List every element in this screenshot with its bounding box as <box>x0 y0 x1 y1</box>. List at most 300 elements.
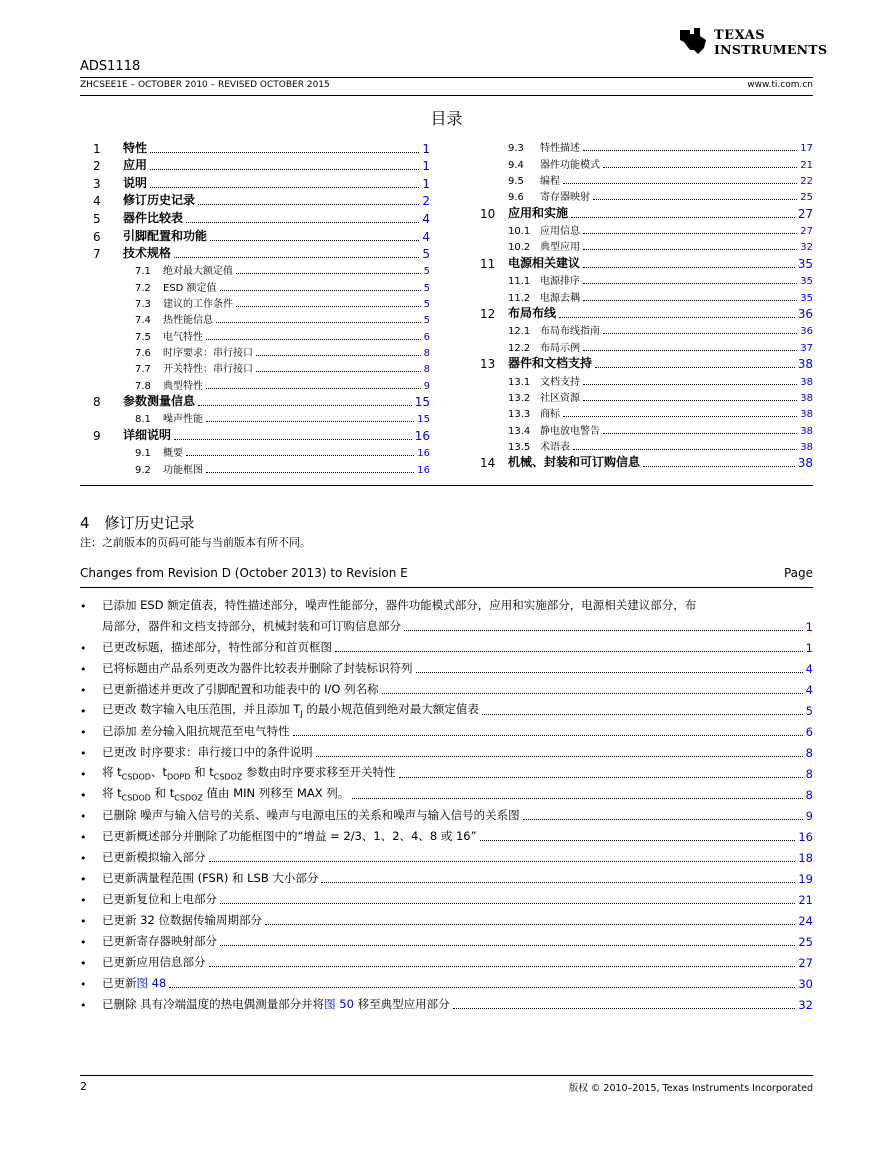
toc-entry-label: 特性 <box>123 140 148 155</box>
change-text: 将 t <box>102 764 122 779</box>
toc-entry-number: 13 <box>480 357 496 372</box>
leader-dots <box>382 693 803 694</box>
toc-entry-number: 7.1 <box>135 266 151 278</box>
toc-entry-9-1[interactable] <box>93 443 430 459</box>
toc-entry-number: 7.7 <box>135 364 151 376</box>
change-text: 移至典型应用部分 <box>353 997 450 1011</box>
toc-entry-label: 布局布线 <box>508 306 557 321</box>
header-rule-2 <box>80 95 813 96</box>
toc-entry-1[interactable] <box>93 138 430 156</box>
section-heading <box>80 512 194 533</box>
toc-entry-13-4[interactable] <box>480 420 813 436</box>
toc-leader-dots <box>603 167 797 168</box>
toc-leader-dots <box>150 169 419 170</box>
leader-dots <box>220 945 795 946</box>
toc-entry-number: 7.3 <box>135 299 151 311</box>
toc-entry-11[interactable] <box>480 253 813 271</box>
change-text: 已更改 数字输入电压范围，并且添加 T <box>102 701 301 716</box>
toc-entry-page[interactable]: 38 <box>797 357 813 372</box>
toc-entry-9-3[interactable] <box>480 138 813 154</box>
bullet: • <box>80 600 87 613</box>
toc-leader-dots <box>206 421 414 422</box>
toc-entry-label: 热性能信息 <box>163 315 213 327</box>
change-text: 值由 MIN 列移至 MAX 列。 <box>202 785 350 800</box>
toc-leader-dots <box>256 371 421 372</box>
toc-entry-label: 电源排序 <box>540 276 580 288</box>
toc-entry-7-1[interactable] <box>93 261 430 277</box>
change-description <box>102 764 396 781</box>
change-item <box>80 991 813 1012</box>
bullet: • <box>80 852 87 865</box>
toc-title: 目录 <box>430 109 463 128</box>
toc-entry-page[interactable]: 35 <box>797 256 813 271</box>
change-item <box>80 655 813 676</box>
toc-entry-page[interactable]: 32 <box>800 242 813 254</box>
logo-text-texas: TEXAS <box>714 28 766 43</box>
change-item <box>80 802 813 823</box>
toc-entry-page[interactable]: 2 <box>422 194 430 209</box>
toc-entry-7-4[interactable] <box>93 310 430 326</box>
toc-entry-page[interactable]: 21 <box>800 159 813 171</box>
toc-entry-page[interactable]: 15 <box>417 414 430 426</box>
toc-leader-dots <box>206 339 421 340</box>
toc-entry-page[interactable]: 38 <box>797 456 813 471</box>
website: www.ti.com.cn <box>747 80 813 90</box>
toc-leader-dots <box>150 187 419 188</box>
toc-entry-number: 13.1 <box>508 376 531 388</box>
toc-leader-dots <box>220 290 421 291</box>
toc-entry-page[interactable]: 16 <box>414 429 430 444</box>
change-description <box>102 660 413 676</box>
toc-entry-14[interactable] <box>480 453 813 471</box>
toc-entry-page[interactable]: 5 <box>423 315 430 327</box>
toc-entry-number: 7.4 <box>135 315 151 327</box>
toc-entry-number: 7 <box>93 247 101 262</box>
footer-copyright: 版权 © 2010–2015, Texas Instruments Incorporated <box>568 1083 813 1094</box>
toc-entry-10[interactable] <box>480 203 813 221</box>
change-text: 已更改标题，描述部分，特性部分和首页框图 <box>102 640 332 654</box>
change-description <box>102 975 166 991</box>
toc-entry-number: 13.3 <box>508 409 531 421</box>
change-item-continued <box>80 613 813 634</box>
toc-leader-dots <box>198 405 412 406</box>
toc-entry-label: 概要 <box>163 448 183 460</box>
leader-dots <box>321 882 795 883</box>
change-text: 已删除 具有冷端温度的热电偶测量部分并将 <box>102 997 325 1011</box>
bullet: • <box>80 957 87 970</box>
toc-entry-number: 2 <box>93 159 101 174</box>
toc-entry-number: 1 <box>93 141 101 156</box>
leader-dots <box>352 798 802 799</box>
toc-entry-label: 器件和文档支持 <box>508 356 593 371</box>
bullet: • <box>80 642 87 655</box>
toc-leader-dots <box>256 355 421 356</box>
change-description <box>102 891 217 907</box>
toc-entry-11-1[interactable] <box>480 271 813 287</box>
change-text: 已更新复位和上电部分 <box>102 892 217 906</box>
toc-entry-number: 10.1 <box>508 226 531 238</box>
toc-entry-13-1[interactable] <box>480 371 813 387</box>
subscript: CSDOD <box>121 772 151 781</box>
revision-note: 注：之前版本的页码可能与当前版本有所不同。 <box>80 536 311 549</box>
leader-dots <box>399 777 803 778</box>
change-item <box>80 823 813 844</box>
leader-dots <box>453 1008 796 1009</box>
toc-entry-label: 商标 <box>540 409 560 421</box>
changes-heading: Changes from Revision D (October 2013) to Revision E <box>80 566 408 580</box>
change-description <box>102 954 206 970</box>
toc-bottom-rule <box>80 485 813 486</box>
change-text: 已添加 差分输入阻抗规范至电气特性 <box>102 724 290 738</box>
toc-entry-label: 噪声性能 <box>163 414 203 426</box>
toc-leader-dots <box>583 249 797 250</box>
toc-entry-9-6[interactable] <box>480 187 813 203</box>
toc-leader-dots <box>210 240 419 241</box>
subscript: CSDOD <box>121 793 151 802</box>
toc-entry-label: 布局布线指南 <box>540 326 600 338</box>
subscript: DOPD <box>166 772 191 781</box>
toc-entry-page[interactable]: 37 <box>800 342 813 354</box>
toc-entry-page[interactable]: 8 <box>423 347 430 359</box>
toc-entry-number: 11 <box>480 256 496 271</box>
change-description <box>102 807 520 823</box>
doc-id: ADS1118 <box>80 59 141 74</box>
toc-entry-label: 绝对最大额定值 <box>163 266 233 278</box>
change-item <box>80 634 813 655</box>
toc-leader-dots <box>583 300 797 301</box>
toc-leader-dots <box>643 466 795 467</box>
toc-entry-page[interactable]: 38 <box>800 409 813 421</box>
toc-entry-number: 10 <box>480 206 496 221</box>
subscript: J <box>300 709 303 718</box>
toc-entry-number: 12 <box>480 307 496 322</box>
toc-entry-number: 6 <box>93 229 101 244</box>
toc-entry-label: 文档支持 <box>540 376 580 388</box>
change-text: 已更新寄存器映射部分 <box>102 934 217 948</box>
change-text: 已删除 噪声与输入信号的关系、噪声与电源电压的关系和噪声与输入信号的关系图 <box>102 808 520 822</box>
toc-entry-10-2[interactable] <box>480 237 813 253</box>
change-item <box>80 970 813 991</box>
change-item <box>80 949 813 970</box>
change-description <box>102 828 477 844</box>
subscript: CSDOZ <box>213 772 243 781</box>
subscript: CSDOZ <box>174 793 203 802</box>
logo-text-instruments: INSTRUMENTS <box>714 42 828 57</box>
toc-entry-number: 7.6 <box>135 347 151 359</box>
revision-line: ZHCSEE1E – OCTOBER 2010 – REVISED OCTOBER 2015 <box>80 80 330 90</box>
toc-entry-4[interactable] <box>93 191 430 209</box>
bullet: • <box>80 873 87 886</box>
toc-entry-label: ESD 额定值 <box>163 282 217 294</box>
change-description <box>102 849 206 865</box>
toc-entry-number: 9 <box>93 429 101 444</box>
toc-entry-page[interactable]: 5 <box>422 247 430 262</box>
leader-dots <box>480 840 796 841</box>
bullet: • <box>80 789 87 802</box>
change-item <box>80 739 813 760</box>
bullet: • <box>80 705 87 718</box>
toc-entry-8-1[interactable] <box>93 409 430 425</box>
toc-entry-page[interactable]: 5 <box>423 282 430 294</box>
toc-entry-label: 典型特性 <box>163 380 203 392</box>
toc-entry-page[interactable]: 16 <box>417 464 430 476</box>
toc-entry-page[interactable]: 5 <box>423 266 430 278</box>
toc-leader-dots <box>186 455 414 456</box>
leader-dots <box>416 672 803 673</box>
toc-entry-number: 9.5 <box>508 175 524 187</box>
toc-entry-label: 应用 <box>123 158 148 173</box>
toc-entry-number: 9.3 <box>508 143 524 155</box>
change-page[interactable]: 18 <box>798 851 813 865</box>
change-page[interactable]: 8 <box>805 788 813 802</box>
toc-entry-number: 3 <box>93 176 101 191</box>
toc-entry-number: 9.1 <box>135 448 151 460</box>
toc-entry-page[interactable]: 22 <box>800 175 813 187</box>
change-text: 的最小规范值到绝对最大额定值表 <box>302 701 479 716</box>
toc-leader-dots <box>559 317 795 318</box>
toc-entry-7-5[interactable] <box>93 326 430 342</box>
toc-entry-12[interactable] <box>480 304 813 322</box>
toc-leader-dots <box>563 183 797 184</box>
toc-entry-9-5[interactable] <box>480 171 813 187</box>
toc-entry-page[interactable]: 17 <box>800 143 813 155</box>
change-item <box>80 676 813 697</box>
toc-entry-3[interactable] <box>93 173 430 191</box>
toc-entry-label: 器件功能模式 <box>540 159 600 171</box>
toc-leader-dots <box>573 449 797 450</box>
change-text: 参数由时序要求移至开关特性 <box>242 764 396 779</box>
change-item <box>80 592 813 613</box>
change-text: 已更新应用信息部分 <box>102 955 206 969</box>
toc-entry-page[interactable]: 38 <box>800 376 813 388</box>
toc-entry-page[interactable]: 1 <box>422 159 430 174</box>
figure-link[interactable]: 图 48 <box>136 976 167 990</box>
toc-entry-label: 应用信息 <box>540 226 580 238</box>
toc-entry-13-5[interactable] <box>480 437 813 453</box>
section-title: 修订历史记录 <box>104 514 195 532</box>
toc-entry-7-8[interactable] <box>93 375 430 391</box>
toc-entry-7-3[interactable] <box>93 294 430 310</box>
toc-entry-12-1[interactable] <box>480 321 813 337</box>
leader-dots <box>169 987 795 988</box>
toc-entry-13-2[interactable] <box>480 388 813 404</box>
change-item <box>80 844 813 865</box>
change-page[interactable]: 4 <box>805 662 813 676</box>
toc-entry-page[interactable]: 27 <box>797 206 813 221</box>
bullet: • <box>80 747 87 760</box>
toc-leader-dots <box>174 257 419 258</box>
toc-entry-label: 静电放电警告 <box>540 425 600 437</box>
section-number: 4 <box>80 514 90 532</box>
toc-entry-label: 术语表 <box>540 441 570 453</box>
change-text: 已更新满量程范围 (FSR) 和 LSB 大小部分 <box>102 871 319 885</box>
toc-entry-number: 11.1 <box>508 276 531 288</box>
change-page[interactable]: 21 <box>798 893 813 907</box>
toc-entry-page[interactable]: 38 <box>800 392 813 404</box>
change-page[interactable]: 27 <box>798 956 813 970</box>
change-item <box>80 718 813 739</box>
toc-entry-number: 7.8 <box>135 380 151 392</box>
change-description <box>102 785 349 802</box>
bullet: • <box>80 726 87 739</box>
bullet: • <box>80 810 87 823</box>
change-text: 、t <box>150 764 167 779</box>
leader-dots <box>523 819 803 820</box>
header-rule <box>80 77 813 78</box>
toc-entry-number: 8.1 <box>135 414 151 426</box>
toc-leader-dots <box>216 322 421 323</box>
toc-entry-page[interactable]: 6 <box>423 331 430 343</box>
change-page[interactable]: 6 <box>805 725 813 739</box>
toc-entry-number: 9.4 <box>508 159 524 171</box>
toc-entry-label: 布局示例 <box>540 342 580 354</box>
ti-logo-icon <box>678 26 710 56</box>
toc-entry-9[interactable] <box>93 425 430 443</box>
change-text: 已更改 时序要求：串行接口中的条件说明 <box>102 745 313 759</box>
toc-entry-number: 12.1 <box>508 326 531 338</box>
toc-leader-dots <box>571 217 795 218</box>
change-page[interactable]: 30 <box>798 977 813 991</box>
toc-entry-page[interactable]: 4 <box>422 229 430 244</box>
toc-entry-label: 参数测量信息 <box>123 394 196 409</box>
toc-entry-number: 9.2 <box>135 464 151 476</box>
toc-entry-13-3[interactable] <box>480 404 813 420</box>
change-description <box>102 723 290 739</box>
change-page[interactable]: 5 <box>805 704 813 718</box>
toc-entry-page[interactable]: 1 <box>422 141 430 156</box>
toc-entry-page[interactable]: 35 <box>800 276 813 288</box>
toc-entry-page[interactable]: 25 <box>800 192 813 204</box>
bullet: • <box>80 768 87 781</box>
toc-entry-8[interactable] <box>93 392 430 410</box>
toc-entry-page[interactable]: 8 <box>423 364 430 376</box>
toc-entry-number: 8 <box>93 395 101 410</box>
toc-entry-label: 应用和实施 <box>508 205 569 220</box>
toc-leader-dots <box>603 433 797 434</box>
toc-leader-dots <box>583 400 797 401</box>
change-item <box>80 697 813 718</box>
toc-entry-label: 引脚配置和功能 <box>123 228 208 243</box>
change-page[interactable]: 25 <box>798 935 813 949</box>
toc-entry-page[interactable]: 1 <box>422 176 430 191</box>
toc-entry-9-2[interactable] <box>93 459 430 475</box>
toc-entry-5[interactable] <box>93 208 430 226</box>
toc-entry-13[interactable] <box>480 354 813 372</box>
toc-entry-9-4[interactable] <box>480 154 813 170</box>
toc-left-column <box>93 138 430 476</box>
toc-entry-number: 13.2 <box>508 392 531 404</box>
toc-entry-label: 器件比较表 <box>123 210 184 225</box>
leader-dots <box>482 714 803 715</box>
figure-link[interactable]: 图 50 <box>324 997 354 1011</box>
toc-entry-label: 机械、封装和可订购信息 <box>508 455 641 470</box>
toc-leader-dots <box>583 150 797 151</box>
toc-entry-page[interactable]: 16 <box>417 448 430 460</box>
toc-entry-label: 电气特性 <box>163 331 203 343</box>
toc-leader-dots <box>186 222 419 223</box>
change-page[interactable]: 24 <box>798 914 813 928</box>
bullet: • <box>80 894 87 907</box>
change-page[interactable]: 19 <box>798 872 813 886</box>
toc-entry-7-7[interactable] <box>93 359 430 375</box>
change-description <box>102 639 332 655</box>
bullet: • <box>80 663 87 676</box>
toc-entry-2[interactable] <box>93 156 430 174</box>
change-page[interactable]: 32 <box>798 998 813 1012</box>
toc-entry-page[interactable]: 5 <box>423 299 430 311</box>
toc-entry-12-2[interactable] <box>480 337 813 353</box>
toc-entry-page[interactable]: 38 <box>800 441 813 453</box>
toc-entry-page[interactable]: 38 <box>800 425 813 437</box>
change-page[interactable]: 9 <box>805 809 813 823</box>
toc-leader-dots <box>583 283 797 284</box>
bullet: • <box>80 915 87 928</box>
toc-entry-label: 说明 <box>123 175 148 190</box>
leader-dots <box>220 903 795 904</box>
toc-leader-dots <box>593 199 797 200</box>
toc-entry-page[interactable]: 36 <box>800 326 813 338</box>
change-text: 已更新 32 位数据传输周期部分 <box>102 913 262 927</box>
leader-dots <box>316 756 803 757</box>
change-text: 将 t <box>102 785 122 800</box>
change-item <box>80 865 813 886</box>
toc-leader-dots <box>583 384 797 385</box>
bullet: • <box>80 831 87 844</box>
change-text: 已更新模拟输入部分 <box>102 850 206 864</box>
toc-entry-page[interactable]: 4 <box>422 211 430 226</box>
change-page[interactable]: 1 <box>805 641 813 655</box>
toc-entry-7-2[interactable] <box>93 277 430 293</box>
footer-page-number: 2 <box>80 1080 87 1093</box>
change-page[interactable]: 4 <box>805 683 813 697</box>
change-page[interactable]: 16 <box>798 830 813 844</box>
toc-entry-10-1[interactable] <box>480 221 813 237</box>
bullet: • <box>80 684 87 697</box>
toc-entry-page[interactable]: 9 <box>423 380 430 392</box>
change-description <box>102 681 379 697</box>
toc-leader-dots <box>206 472 414 473</box>
bullet: • <box>80 978 87 991</box>
change-description <box>102 744 313 760</box>
toc-entry-number: 14 <box>480 456 496 471</box>
toc-entry-label: 社区资源 <box>540 392 580 404</box>
toc-entry-page[interactable]: 27 <box>800 226 813 238</box>
toc-entry-page[interactable]: 15 <box>414 395 430 410</box>
toc-entry-label: 详细说明 <box>123 428 172 443</box>
change-page[interactable]: 1 <box>805 620 813 634</box>
toc-entry-label: 编程 <box>540 175 560 187</box>
bullet: • <box>80 936 87 949</box>
change-description <box>102 912 262 928</box>
page-heading: Page <box>783 566 813 580</box>
change-text: 局部分，器件和文档支持部分，机械封装和可订购信息部分 <box>102 619 401 633</box>
change-description <box>102 701 479 718</box>
toc-entry-number: 4 <box>93 194 101 209</box>
toc-entry-11-2[interactable] <box>480 287 813 303</box>
toc-entry-page[interactable]: 36 <box>797 307 813 322</box>
toc-entry-7[interactable] <box>93 244 430 262</box>
change-page[interactable]: 8 <box>805 746 813 760</box>
change-text: 和 t <box>190 764 214 779</box>
change-description <box>102 870 318 886</box>
toc-leader-dots <box>583 350 797 351</box>
change-page[interactable]: 8 <box>805 767 813 781</box>
toc-entry-6[interactable] <box>93 226 430 244</box>
toc-entry-7-6[interactable] <box>93 343 430 359</box>
toc-leader-dots <box>236 273 421 274</box>
toc-entry-page[interactable]: 35 <box>800 292 813 304</box>
changes-rule <box>80 587 813 588</box>
